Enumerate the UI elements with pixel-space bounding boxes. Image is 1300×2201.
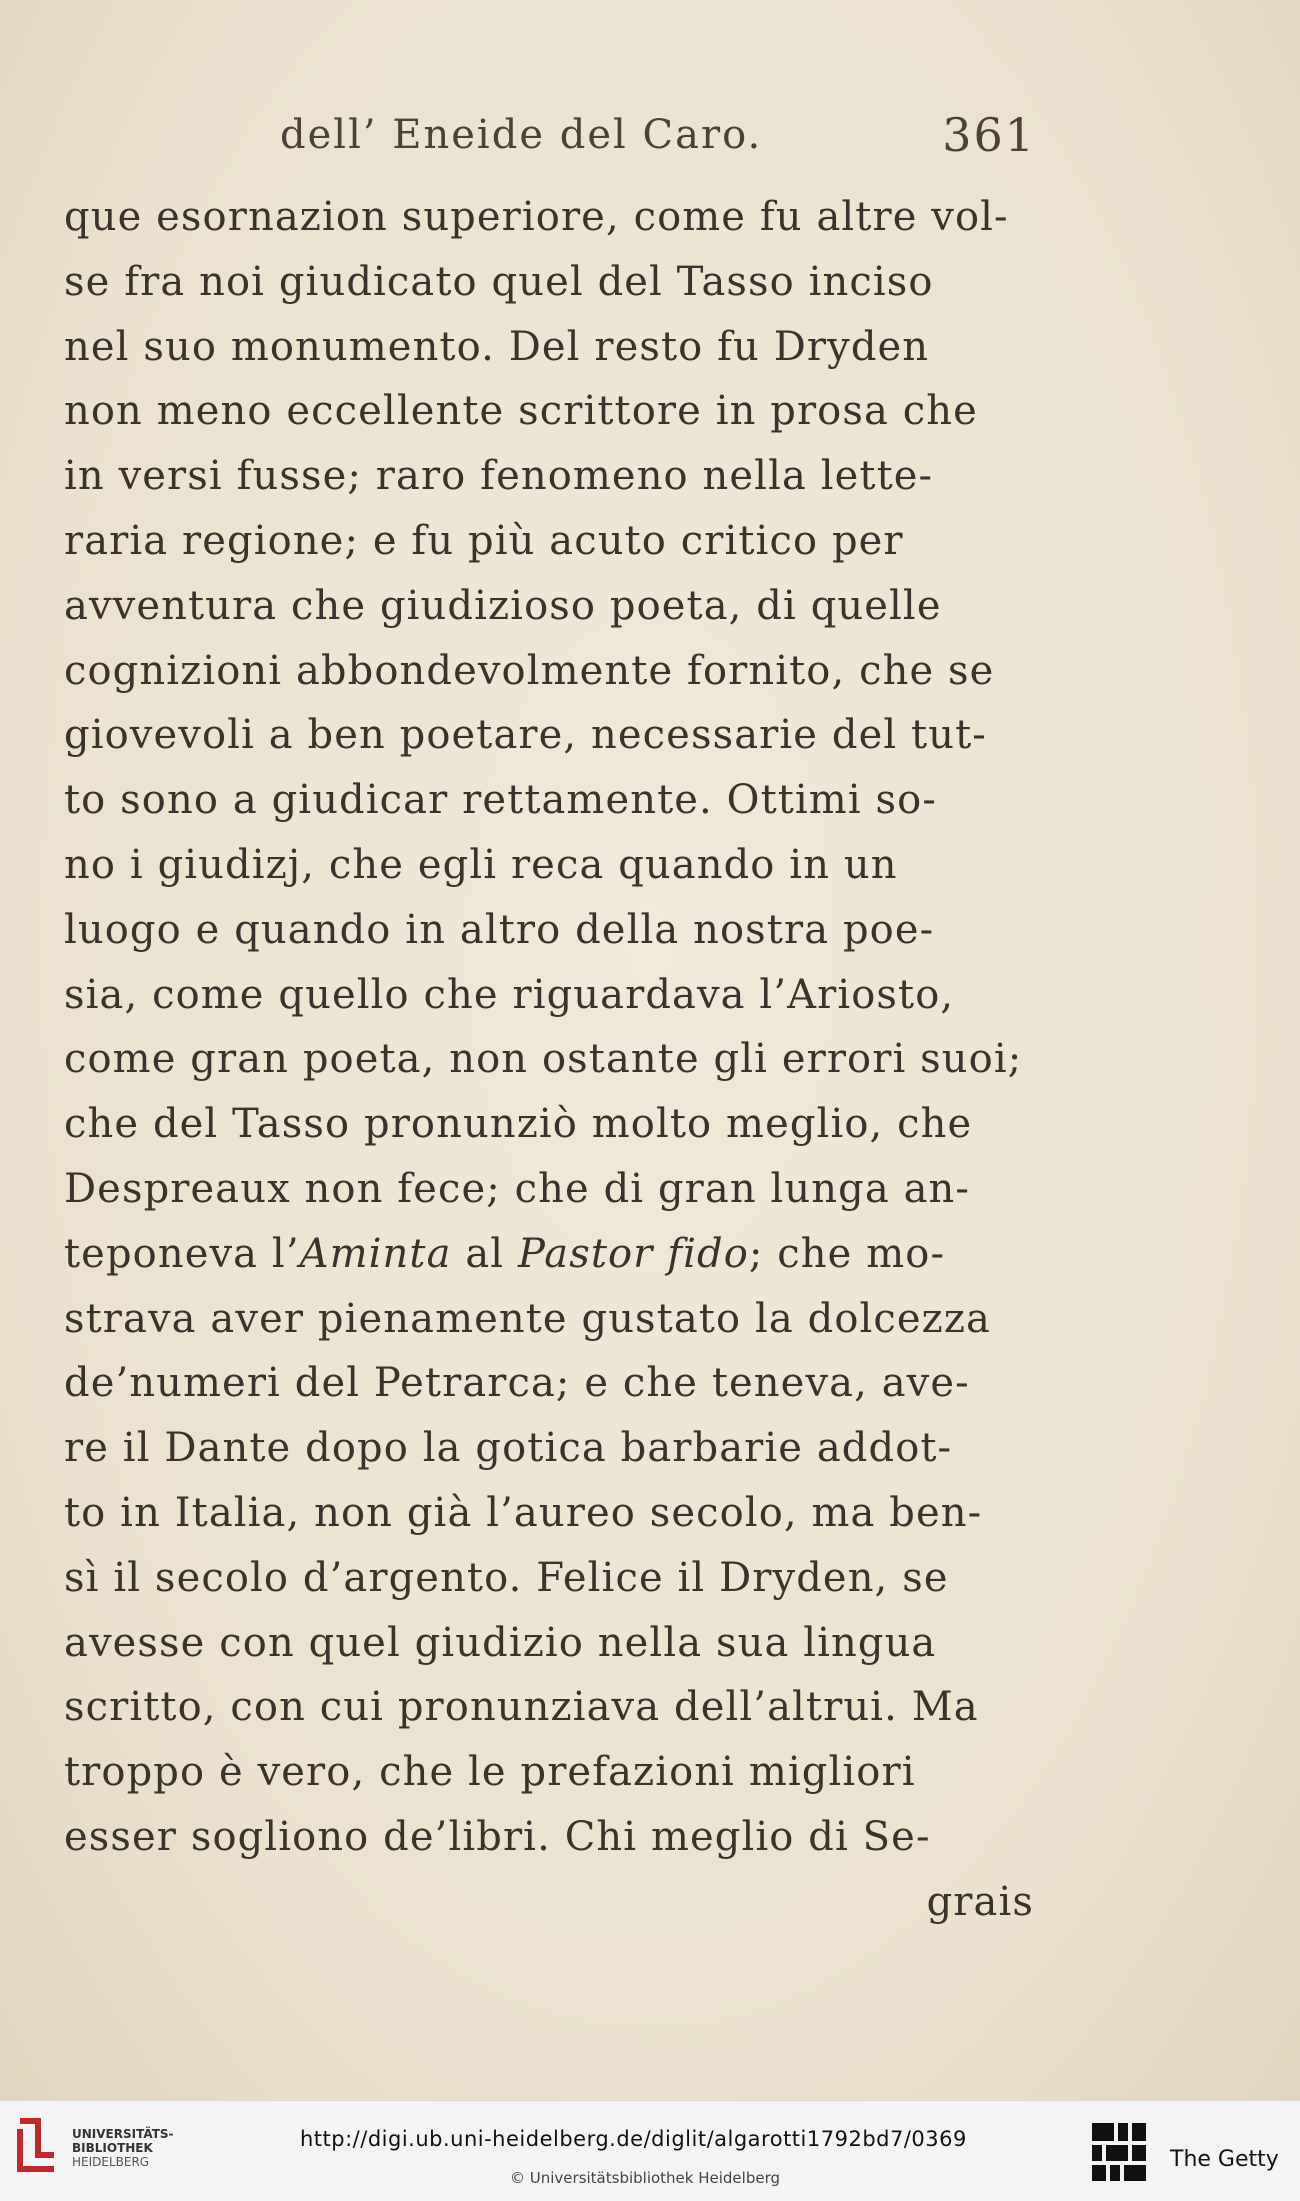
text-run: al <box>451 1230 519 1277</box>
library-name-line: HEIDELBERG <box>72 2155 150 2169</box>
text-line: scritto, con cui pronunziava dell’altrui. Ma <box>64 1684 979 1731</box>
text-line: no i giudizj, che egli reca quando in un <box>64 841 898 888</box>
text-line: se fra noi giudicato quel del Tasso inciso <box>64 258 934 305</box>
text-line: sì il secolo d’argento. Felice il Dryden, se <box>64 1554 949 1601</box>
text-line: to sono a giudicar rettamente. Ottimi so- <box>64 777 937 824</box>
work-title-pastor-fido: Pastor fido <box>518 1230 749 1277</box>
text-run: ; che mo- <box>748 1230 946 1277</box>
text-line: re il Dante dopo la gotica barbarie addot- <box>64 1425 953 1472</box>
text-line: giovevoli a ben poetare, necessarie del tut- <box>64 712 987 759</box>
library-name-line: UNIVERSITÄTS- <box>72 2127 174 2141</box>
library-name-line: BIBLIOTHEK <box>72 2141 153 2155</box>
text-line: strava aver pienamente gustato la dolcezza <box>64 1295 991 1342</box>
viewer-footer <box>0 2100 1300 2201</box>
text-line: que esornazion superiore, come fu altre vol- <box>64 194 1009 240</box>
text-line: troppo è vero, che le prefazioni migliori <box>64 1749 916 1796</box>
text-run: teponeva l’ <box>64 1230 300 1277</box>
text-line: to in Italia, non già l’aureo secolo, ma ben- <box>64 1489 983 1536</box>
running-head: dell’ Eneide del Caro. <box>280 112 763 158</box>
text-line: raria regione; e fu più acuto critico per <box>64 517 904 564</box>
partner-name: The Getty <box>1170 2147 1279 2172</box>
body-text <box>64 185 1054 1935</box>
copyright-notice: © Universitätsbibliothek Heidelberg <box>510 2169 781 2187</box>
page-number: 361 <box>942 108 1036 162</box>
text-line: Despreaux non fece; che di gran lunga an- <box>64 1165 971 1212</box>
text-line: che del Tasso pronunziò molto meglio, che <box>64 1101 973 1148</box>
text-line: sia, come quello che riguardava l’Ariosto, <box>64 971 955 1018</box>
permalink-url[interactable]: http://digi.ub.uni-heidelberg.de/diglit/algarotti1792bd7/0369 <box>300 2127 967 2151</box>
getty-logo-icon <box>1090 2121 1148 2183</box>
text-line: come gran poeta, non ostante gli errori suoi; <box>64 1036 1023 1083</box>
catchword: grais <box>926 1878 1034 1925</box>
text-line-with-titles <box>64 1222 1054 1287</box>
text-line: non meno eccellente scrittore in prosa che <box>64 388 978 435</box>
text-line: de’numeri del Petrarca; e che teneva, ave- <box>64 1360 970 1407</box>
text-line: avventura che giudizioso poeta, di quelle <box>64 582 942 629</box>
text-line: luogo e quando in altro della nostra poe- <box>64 906 935 953</box>
text-line: esser sogliono de’libri. Chi meglio di Se- <box>64 1813 931 1860</box>
text-line: cognizioni abbondevolmente fornito, che se <box>64 647 995 694</box>
text-line: avesse con quel giudizio nella sua lingua <box>64 1619 937 1666</box>
work-title-aminta: Aminta <box>299 1230 452 1277</box>
page-header <box>280 108 1060 172</box>
text-line: nel suo monumento. Del resto fu Dryden <box>64 323 930 370</box>
text-line: in versi fusse; raro fenomeno nella lette- <box>64 453 934 500</box>
ub-heidelberg-logo-icon <box>14 2115 60 2175</box>
library-name <box>72 2127 174 2169</box>
